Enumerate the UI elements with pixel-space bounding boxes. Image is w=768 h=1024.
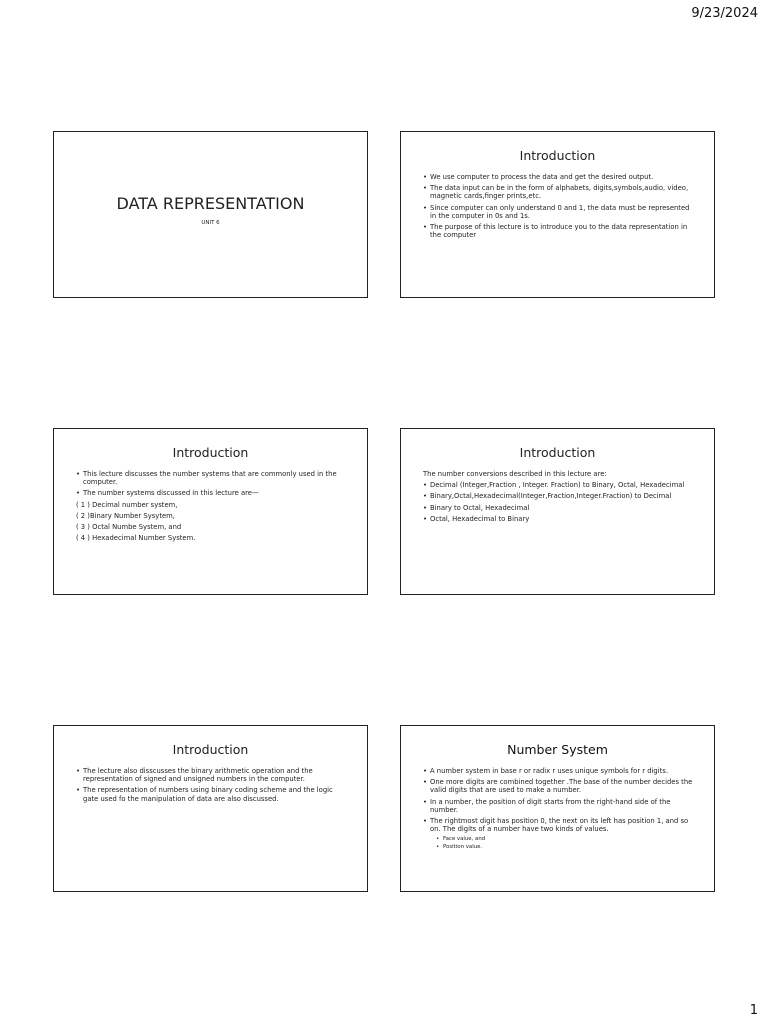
list-item: ( 3 ) Octal Numbe System, and xyxy=(76,523,182,532)
slide-introduction-2[interactable] xyxy=(53,428,368,595)
bullet-item: • Octal, Hexadecimal to Binary xyxy=(423,515,696,523)
slide-subtitle: UNIT 6 xyxy=(201,220,220,226)
bullet-item: • The number systems discussed in this lecture are— xyxy=(76,489,349,497)
slide-title: Introduction xyxy=(172,742,249,757)
bullet-item: • Decimal (Integer,Fraction , Integer. Fraction) to Binary, Octal, Hexadecimal xyxy=(423,481,696,489)
bullet-item: • This lecture discusses the number systems that are commonly used in the computer. xyxy=(76,470,349,486)
slide-title: Introduction xyxy=(519,445,596,460)
bullet-item: • The representation of numbers using binary coding scheme and the logic gate used fo the manipulation of data are also discussed. xyxy=(76,786,349,802)
bullet-item: • Since computer can only understand 0 and 1, the data must be represented in the computer in 0s and 1s. xyxy=(423,204,696,220)
slide-introduction-1[interactable] xyxy=(400,131,715,298)
bullet-item: • The rightmost digit has position 0, the next on its left has position 1, and so on. The digits of a number have two kinds of values. xyxy=(423,817,696,833)
list-item: ( 2 )Binary Number Sysytem, xyxy=(76,511,175,520)
sub-bullet-item: • Position value. xyxy=(436,844,696,851)
sub-bullet-list xyxy=(401,836,714,851)
slide-title: Introduction xyxy=(519,148,596,163)
bullet-list xyxy=(401,767,714,833)
number-system-list xyxy=(54,501,367,543)
bullet-item: • The purpose of this lecture is to introduce you to the data representation in the computer xyxy=(423,223,696,239)
page-date: 9/23/2024 xyxy=(691,6,758,21)
bullet-item: • Binary,Octal,Hexadecimal(Integer,Fraction,Integer.Fraction) to Decimal xyxy=(423,492,696,500)
sub-bullet-item: • Face value, and xyxy=(436,836,696,843)
slide-number-system[interactable] xyxy=(400,725,715,892)
bullet-list xyxy=(401,173,714,239)
bullet-item: • A number system in base r or radix r uses unique symbols for r digits. xyxy=(423,767,696,775)
bullet-item: • The data input can be in the form of alphabets, digits,symbols,audio, video, magnetic cards,finger prints,etc. xyxy=(423,184,696,200)
bullet-list xyxy=(54,767,367,803)
slide-introduction-4[interactable] xyxy=(53,725,368,892)
slide-title: Introduction xyxy=(172,445,249,460)
slide-main-title: DATA REPRESENTATION xyxy=(116,194,305,213)
bullet-list xyxy=(401,481,714,523)
bullet-item: • In a number, the position of digit starts from the right-hand side of the number. xyxy=(423,798,696,814)
bullet-item: • We use computer to process the data and get the desired output. xyxy=(423,173,696,181)
bullet-item: • Binary to Octal, Hexadecimal xyxy=(423,504,696,512)
slide-introduction-3[interactable] xyxy=(400,428,715,595)
bullet-item: • One more digits are combined together .The base of the number decides the valid digits that are used to make a number. xyxy=(423,778,696,794)
page-number: 1 xyxy=(749,1003,758,1018)
slide-title: Number System xyxy=(507,742,608,757)
slide-title-thumbnail[interactable] xyxy=(53,131,368,298)
bullet-list xyxy=(54,470,367,498)
list-item: ( 1 ) Decimal number system, xyxy=(76,500,178,509)
list-item: ( 4 ) Hexadecimal Number System. xyxy=(76,534,196,543)
bullet-item: • The lecture also disscusses the binary arithmetic operation and the representation of signed and unsigned numbers in the computer. xyxy=(76,767,349,783)
slide-intro-text: The number conversions described in this lecture are: xyxy=(423,470,607,478)
